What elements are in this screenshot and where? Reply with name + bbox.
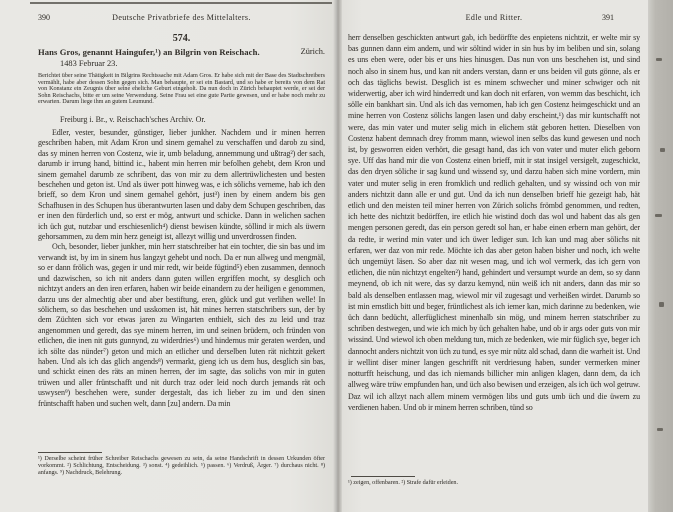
page-number-left: 390 — [38, 13, 50, 22]
footnote-rule-right — [351, 476, 415, 477]
letter-body-right — [348, 32, 640, 474]
book-edge — [648, 0, 673, 512]
letter-source-line: Freiburg i. Br., v. Reischach'sches Archiv. Or. — [60, 115, 206, 124]
footnotes-left: ¹) Derselbe scheint früher Schreiber Reischachs gewesen zu sein, da seine Handschrift in dessen Urkunden öfter vorkommt. ²) Schlichtung, Entscheidung. ³) sonst. ⁴) gedeihlich. ⁵) passen. ⁶) Verdruß, Ärger. ⁷) durchaus nicht. ⁸) anfangs. ⁹) Nachdruck, Belehrung. — [38, 455, 325, 476]
scan-artifact — [656, 58, 662, 61]
page-number-right: 391 — [602, 13, 614, 22]
page-header-left — [38, 12, 325, 23]
letter-place: Zürich. — [300, 47, 325, 56]
letter-paragraph-continued: herr denselben geschickten antwurt gab, ich bedörffte des enpietens nichtzit, er welte mir sy bas gunnen dann eim andern, und wir söltind wider in sin hus by im beliben und sin, solang es uns eben were, oder bis er uns hies hinusgen. Das nun von uns beschehen ist, und sind noch also in sinem hus, und kan nit anders verstan, dann er uns beiden vil guts gönne, als er och das täglichs bewist. Desglich ist es minem schwecher und miner schwiger och nit widerwertig, aber ich wird hinderredt und kan doch nit erfaren, von wemm das beschicht, ich sölle ein bankhart sin. Und als ich das vernomen, hab ich gen Costenz heimgeschickt und an mine herren von Costenz sölichs langen lasen und daby erscheint,¹) das mir kuntschafft not were, das min vater und muter selig mich in elichem stät geboren hetten. Dieselben von Costenz habent demnach drey fromm mann, wiewol inen selbs das kund gewesen und noch ist, by gesworren eiden verhört, die gesagt hand, das ich von vater und muter elich geborn sye. Uff das hand mir die von Costenz einen brieff, mit ir stat insigel versigelt, zugeschickt, das den dryen söliche ir sag kund und wissend sy, und darzu haben sich mine vordern, min vater und muter selig in eren fromklich und redlich gehalten, und sy wissind och von mir anders nichtzit dann alle er und gut. Und da ich nun denselben brieff hie gezeigt hab, hät etlich und den meisten teil miner herren von Zürich solichs frömbd genommen, und redten, ich hette des nichtzit bedörffen, ire etlich hie wistind doch das wol und habent das als gen mengen personen geredt, das ein person geredt sol han, er habe einen erbern man gehört, der da redte, ir werind min vater und ich üwer lediger sun. Ich kan und mag aber sölichs nit erfaren, wer daz von mir rede. Möchte ich das aber geton haben bisher und noch, ich welte üch ungemüyt läsen. So aber daz nit wesen mag, und ich wol vermerk, das ich gern von etlichen, die nün nichtzyt engelten²) hand, gehindert und versumpt wurde an dem, so sy dann meynend, ob ich nit were, das sy darzu kemynd, nün weiß ich nit anders, dann das mir so bald als denselben entlassen mag, wiewol mir vil zugesagt und verheißen wirdet. Darumb so ist min ernstlich bitt und beger, früntlichest als ich iemer kan, mich darinne zu bedenken, wie üch dann bedücht, allerfüglichest minenhalb sin mög, und minem herren statschriber zu schriben destwegen, und wie ich mich by üch gehalten habe, und ob ir args oder guts von mir wissind. Und wiewol ich oben meldung tun, mich ze bedenken, wie mir füglich sye, beger ich dannocht anders nichtzit von üch zu tund, es sye mir nütz ald schad, dann die warheit ist. Und ir wellint diser miner langen geschrifft nit verdriesung haben, sunder vermerken miner notturfft heischung, und das ich niemands billicher min anligen klagen, dann dem, da ich allweg wäre trüw empfunden han, und üch also bewisen und erzeigen, als ich üch wol getruw. Daz wil ich allzyt nach allem minem vermögen libs und guts umb üch und die üwern zu verdienen haben. Und ob ir minem herren schriben, tünd so — [348, 33, 640, 412]
scan-artifact — [655, 214, 662, 217]
letter-heading-row — [38, 47, 325, 57]
running-title-left: Deutsche Privatbriefe des Mittelalters. — [112, 13, 251, 22]
letter-date: 1483 Februar 23. — [60, 59, 118, 68]
letter-heading: Hans Gros, genannt Haingufer,¹) an Bilgrin von Reischach. — [38, 47, 260, 57]
footnotes-right: ¹) zeigen, offenbaren. ²) Strafe dafür erleiden. — [348, 479, 458, 486]
letter-paragraph-1: Edler, vester, besunder, günstiger, lieber junkher. Nachdem und ir minen herren geschriben haben, mit Adam Kron und sinem gemahel zu verschaffen und darob zu sind, das sy minen herren von Costenz, wie ir, umb beladung, annemmung und ußtrag²) der sach, darumb ir irrung hand, bittind ic., habent min herren mir befolhen gehebt, dem Kron und sinem gemahel darumb ze schribent, das von mir zu dem allertrüwlichesten und besten beschehen und geton ist. Und als üwer pott hinweg was, e ich sölichs verneme, hab ich den brieff, so dem Kron und sinem gemahel gehört, just³) inen by einem andern bis gen Schafhusen in des Schupen hus überantwurten lasen und daby dem Schupen geschriben, das er inen den fürderlich und, so erst er mög, antwurt und schicke. Dann in welichen sachen ich üch gut, nutzbar und erschiesenlich⁴) dienst bewisen kündte, söllind ir mich als üwern gehorsammen, zu dem min herz geneigt ist, allezyt willig und unverdrossen finden. — [38, 128, 325, 242]
scan-artifact — [659, 302, 664, 307]
scan-edge-line — [30, 2, 332, 4]
footnote-rule-left — [38, 452, 102, 453]
book-page-right — [337, 0, 648, 512]
running-title-right: Edle und Ritter. — [465, 13, 523, 22]
scan-artifact — [660, 148, 665, 152]
page-gutter-shadow — [333, 0, 342, 512]
letter-entry-number: 574. — [172, 33, 191, 44]
scan-artifact — [657, 428, 663, 431]
letter-paragraph-2: Och, besonder, lieber junkher, min herr statschreiber hat ein tochter, die sin bas und im verwandt ist, by im in sinem hus langzyt gehebt und noch. Da er nun allweg und mengmäl, so er dann frölich was, gegen ir und mir redt, wir beide fügtind⁵) eben zusammen, dennoch und dazwischen, so ich nit anders dann guten willen ergriffen mocht, sy desglich och nichtzyt anders an den iren erfaren, haben wir beide einandern zu der heiligen e genommen, darzu uns der almechtig aber und aber bestiftung, eren, glück und gut verlihen welle! In sölichem, so das beschehen und usskomen ist, hät mines herren statschribers sun, der by dem Züchten sich vor etwas jaren zu Wingarten enthielt, sich des zu leid und traz angenommen und geredt, das sye minem herren, im und seinen brüdern, och fründen von etlichen, die inen nit guts gunnynd, zu widerdries⁶) und hindernus mir geraten werden, und ich sölte das nünder⁷) geton und mich an etlicher und derselben luten rät nichtzit gekert haben. Und als ich das glich angends⁸) vermarkt, gieng ich us dem hus, desglich sin bas, und schickt einen des räts an minen herren, der im sagte, das solichs von mir in guten trüwen und aller früntschafft und nit durch traz oder leid noch durch jemands rät och uswysen⁹) beschehen were, sunder dergestalt, das ich lieber zu im und den sinen früntschafft haben und suchen welt, dann [zu] andern. Da min — [38, 242, 325, 408]
page-header-right — [348, 12, 640, 23]
letter-body-left — [38, 128, 325, 451]
letter-regest: Berichtet über seine Thätigkeit in Bilgrins Rechtssache mit Adam Gros. Er habe sich mit der Base des Stadtschreibers vermählt, habe aber dessen Sohn gegen sich. Man behaupte, er sei ein Bastard, und so habe er bereits von dem Rat von Konstanz ein Zeugnis über seine eheliche Geburt eingeholt. Da nun doch in Zürich behauptet werde, er sei der Sohn Reischachs, bitte er um seine Verwendung. Seine Frau sei eine gute Partie gewesen, und er habe noch mehr zu erwarten. Darum liege ihm an gutem Leumund. — [38, 72, 325, 106]
